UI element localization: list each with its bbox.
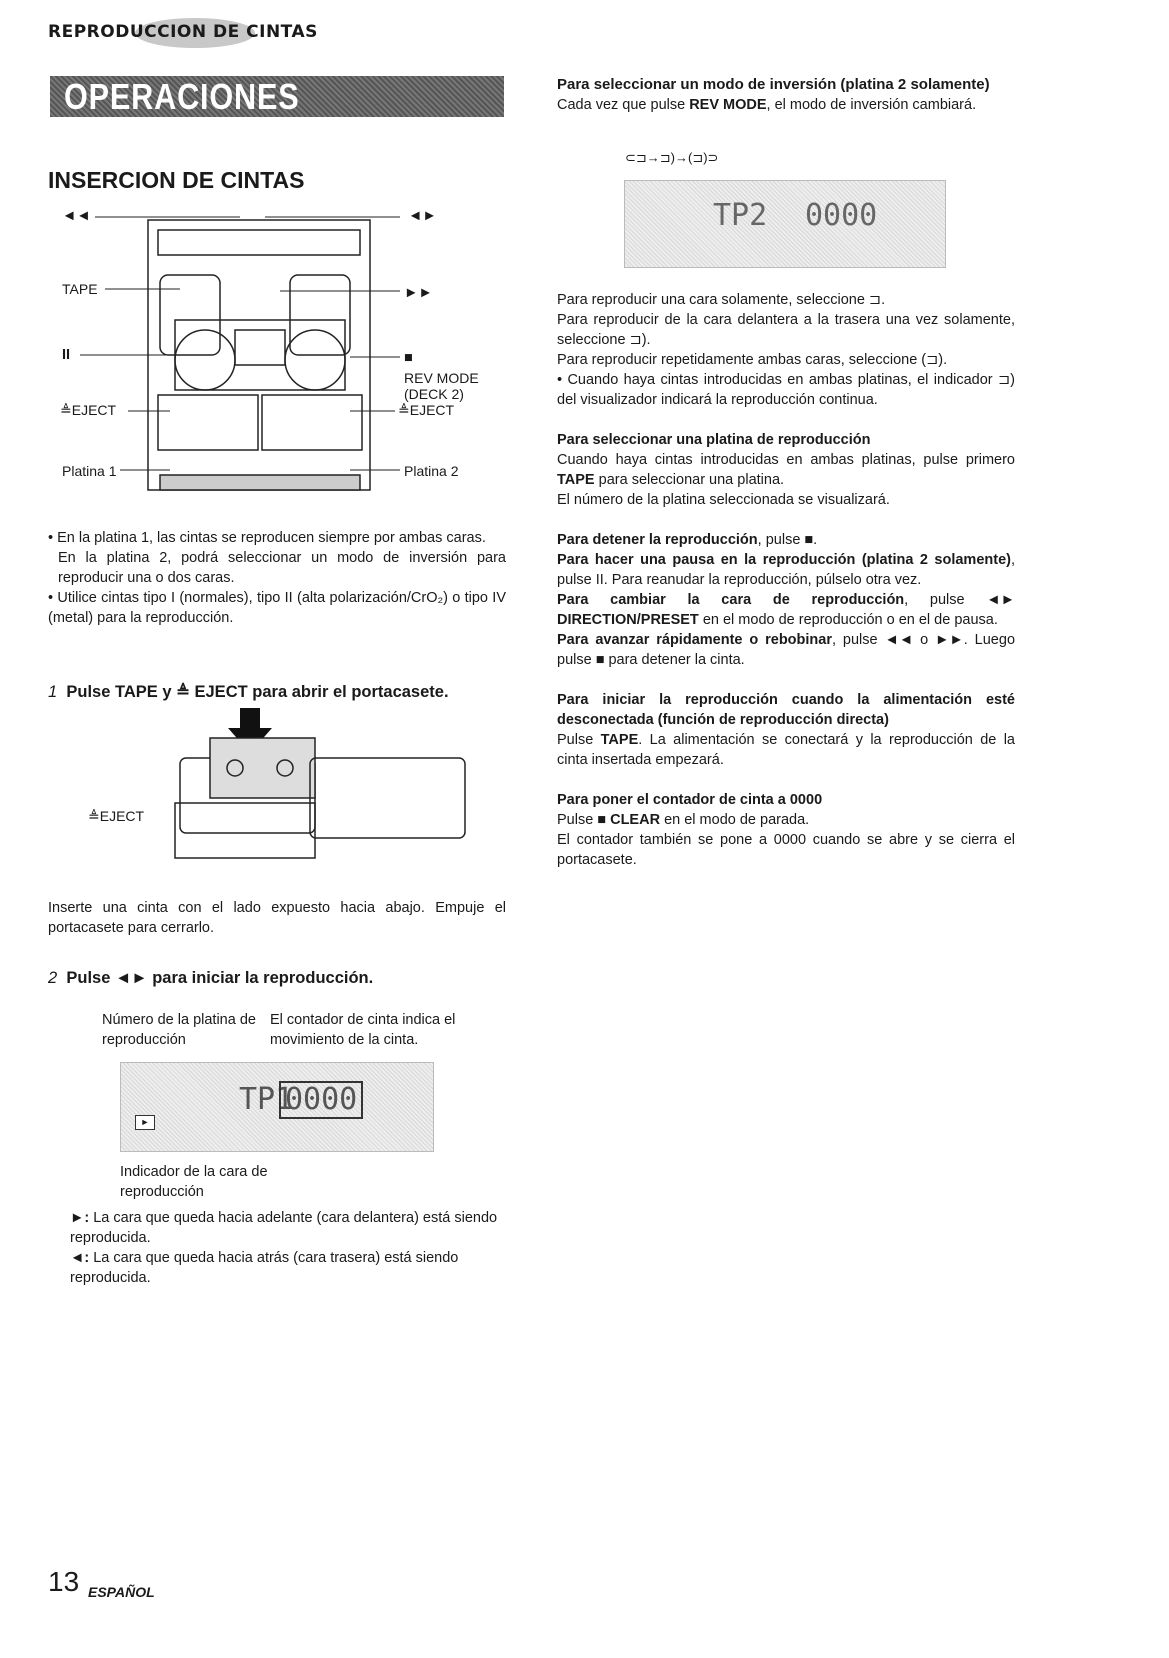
deck2-label: (DECK 2) [404, 386, 464, 402]
insert-instructions: Inserte una cinta con el lado expuesto hacia abajo. Empuje el portacasete para cerrarlo. [48, 900, 506, 936]
text-bold: TAPE [600, 732, 639, 748]
change-side-text [557, 590, 1015, 630]
platina1-label: Platina 1 [62, 463, 117, 479]
front-to-back-text: Para reproducir de la cara delantera a la trasera una vez solamente, seleccione ⊐). [557, 312, 1015, 348]
note-deck1: • En la platina 1, las cintas se reproducen siempre por ambas caras. [48, 530, 486, 546]
page-title: INSERCION DE CINTAS [48, 167, 305, 193]
direction-label: ◄► [408, 208, 437, 224]
text: , pulse ◄◄ o ►►. Luego pulse ■ para detener la cinta. [557, 632, 1016, 668]
text: para seleccionar una platina. [594, 472, 785, 488]
text-bold: REV MODE [689, 97, 767, 113]
text-bold: Para avanzar rápidamente o rebobinar [557, 632, 832, 648]
direct-play-text [557, 730, 1015, 770]
text: , pulse ◄► [904, 592, 1016, 608]
counter-reset-note: El contador también se pone a 0000 cuando se abre y se cierra el portacasete. [557, 832, 1015, 868]
ffwd-rewind-text [557, 630, 1015, 670]
step-1 [48, 682, 449, 702]
text: Cuando haya cintas introducidas en ambas platinas, pulse primero [557, 452, 1015, 468]
display-deck2 [624, 180, 946, 268]
eject-left-label: ≜EJECT [60, 402, 117, 418]
display-deck1 [120, 1062, 434, 1152]
banner [50, 76, 504, 155]
stop-text [557, 530, 1015, 550]
select-deck-text [557, 450, 1015, 490]
forward-side-note [70, 1208, 505, 1248]
right-body [557, 290, 1015, 870]
text-bold: Para cambiar la cara de reproducción [557, 592, 905, 608]
reverse-side-note [70, 1248, 505, 1288]
platina2-label: Platina 2 [404, 463, 459, 479]
select-deck-title: Para seleccionar una platina de reproducción [557, 432, 871, 448]
page-number: 13 [48, 1566, 80, 1597]
tape-label: TAPE [62, 281, 98, 297]
rev-mode-sequence-icon: ⊂⊐→⊐)→(⊐)⊃ [625, 150, 719, 165]
left-notes [48, 528, 506, 628]
direct-play-title: Para iniciar la reproducción cuando la alimentación esté desconectada (función de reproducción directa) [557, 692, 1015, 728]
text-bold: Para detener la reproducción [557, 532, 758, 548]
callout-side-indicator: Indicador de la cara de reproducción [120, 1164, 268, 1200]
reverse-side-text: La cara que queda hacia atrás (cara trasera) está siendo reproducida. [70, 1250, 459, 1286]
pause-text [557, 550, 1015, 590]
forward-side-text: La cara que queda hacia adelante (cara delantera) está siendo reproducida. [70, 1210, 498, 1246]
play-side-indicator-icon: ► [135, 1115, 155, 1130]
eject-cassette-label: ≜EJECT [88, 808, 145, 824]
eject-right-label: ≜EJECT [398, 402, 455, 418]
text: Pulse ■ [557, 812, 611, 828]
forward-arrow-icon: ►: [70, 1210, 90, 1226]
language-label: ESPAÑOL [88, 1584, 155, 1600]
one-side-text: Para reproducir una cara solamente, seleccione ⊐. [557, 292, 886, 308]
callout-deck-number: Número de la platina de reproducción [102, 1012, 256, 1048]
display-counter: 0000 [279, 1081, 363, 1119]
text: , pulse ■. [757, 532, 818, 548]
text: , pulse II. Para reanudar la reproducción, púlselo otra vez. [557, 552, 1015, 588]
rev-mode-label: REV MODE [404, 370, 479, 386]
stop-label: ■ [404, 350, 413, 366]
text-bold: Para hacer una pausa en la reproducción (platina 2 solamente) [557, 552, 1011, 568]
text: . La alimentación se conectará y la reproducción de la cinta insertada empezará. [557, 732, 1015, 768]
text: en el modo de reproducción o en el de pausa. [698, 612, 998, 628]
rewind-label: ◄◄ [62, 208, 91, 224]
step-number: 2 [48, 969, 58, 987]
note-deck2: En la platina 2, podrá seleccionar un modo de inversión para reproducir una o dos caras. [58, 550, 506, 586]
text: Pulse [557, 732, 601, 748]
display-counter: 0000 [805, 198, 878, 233]
text: en el modo de parada. [660, 812, 810, 828]
step-text: Pulse TAPE y ≜ EJECT para abrir el portacasete. [66, 683, 449, 701]
step-number: 1 [48, 683, 58, 701]
select-deck-note: El número de la platina seleccionada se visualizará. [557, 492, 890, 508]
diagram-leader-lines [60, 205, 440, 495]
text: , el modo de inversión cambiará. [766, 97, 977, 113]
text-bold: DIRECTION/PRESET [557, 612, 699, 628]
display-deck-number: TP2 [713, 198, 768, 233]
pause-label: II [62, 347, 71, 363]
text-bold: TAPE [557, 472, 595, 488]
callout-counter: El contador de cinta indica el movimiento de la cinta. [270, 1012, 456, 1048]
counter-reset-text [557, 810, 1015, 830]
section-header: REPRODUCCION DE CINTAS [48, 22, 318, 42]
step-text: Pulse ◄► para iniciar la reproducción. [66, 969, 374, 987]
rev-mode-title: Para seleccionar un modo de inversión (platina 2 solamente) [557, 76, 990, 93]
note-tape-types: • Utilice cintas tipo I (normales), tipo II (alta polarización/CrO₂) o tipo IV (metal) para la reproducción. [48, 590, 506, 626]
cassette-insert-diagram [160, 708, 480, 868]
continuous-note: • Cuando haya cintas introducidas en ambas platinas, el indicador ⊐) del visualizador indicará la reproducción continua. [557, 372, 1015, 408]
banner-title: OPERACIONES BASICAS [64, 76, 300, 155]
reverse-arrow-icon: ◄: [70, 1250, 90, 1266]
display-deck-number: TP1 [239, 1082, 294, 1117]
counter-reset-title: Para poner el contador de cinta a 0000 [557, 792, 823, 808]
ffwd-label: ►► [404, 285, 433, 301]
repeat-text: Para reproducir repetidamente ambas caras, seleccione (⊐). [557, 352, 948, 368]
text: Cada vez que pulse [557, 97, 690, 113]
step-2 [48, 968, 373, 988]
text-bold: CLEAR [610, 812, 661, 828]
right-column [557, 75, 1015, 115]
rev-mode-text [557, 95, 1015, 115]
